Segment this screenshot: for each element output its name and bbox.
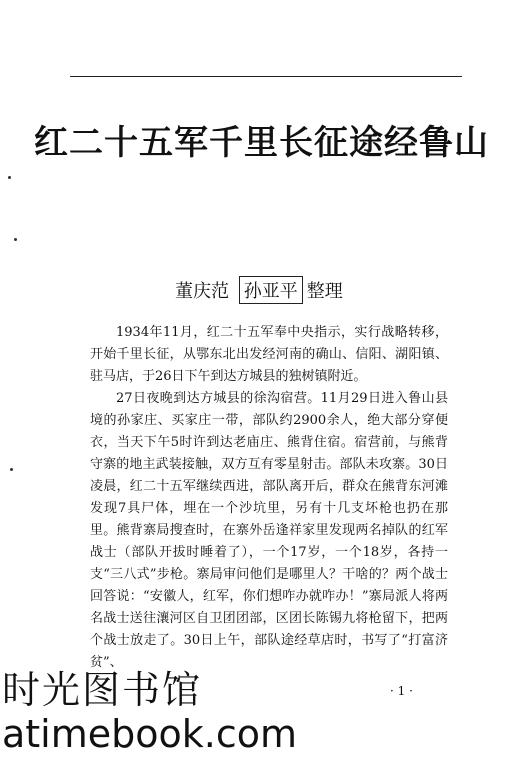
scan-speck — [8, 176, 11, 179]
paragraph: 27日夜晚到达方城县的徐沟宿营。11月29日进入鲁山县境的孙家庄、买家庄一带，部队约2900余人，绝大部分穿便衣，当天下午5时许到达老庙庄、熊背住宿。宿营前，与熊背守寨的地主武装接触，双方互有零星射击。部队未攻寨。30日凌晨，红二十五军继续西进，部队离开后，群众在熊背东河滩发现7具尸体，埋在一个沙坑里，另有十几支坏枪也扔在那里。熊背寨局搜查时，在寨外岳逢祥家里发现两名掉队的红军战士（部队开拔时睡着了），一个17岁，一个18岁，各持一支“三八式”步枪。寨局审问他们是哪里人？干啥的？两个战士回答说：“安徽人，红军，你们想咋办就咋办！”寨局派人将两名战士送往瀼河区自卫团团部，区团长陈锡九将枪留下，把两个战士放走了。30日上午，部队途经草店时，书写了“打富济贫”、 — [90, 391, 448, 670]
editor-role: 整理 — [306, 281, 343, 302]
paragraph: 1934年11月，红二十五军奉中央指示，实行战略转移，开始千里长征，从鄂东北出发经河南的确山、信阳、湖阳镇、驻马店，于26日下午到达方城县的独树镇附近。 — [90, 325, 448, 384]
article-title: 红二十五军千里长征途经鲁山 — [34, 122, 489, 163]
watermark-chinese: 时光图书馆 — [2, 668, 203, 712]
watermark-url: atimebook.com — [2, 712, 298, 756]
byline — [175, 276, 343, 304]
header-rule — [70, 76, 462, 77]
author-name: 董庆范 — [175, 281, 229, 302]
watermark — [0, 668, 523, 756]
scan-speck — [10, 468, 13, 471]
editor-name-stamp: 孙亚平 — [239, 276, 303, 304]
article-body — [90, 322, 448, 674]
page-number: · 1 · — [390, 684, 413, 698]
scan-speck — [14, 238, 17, 241]
